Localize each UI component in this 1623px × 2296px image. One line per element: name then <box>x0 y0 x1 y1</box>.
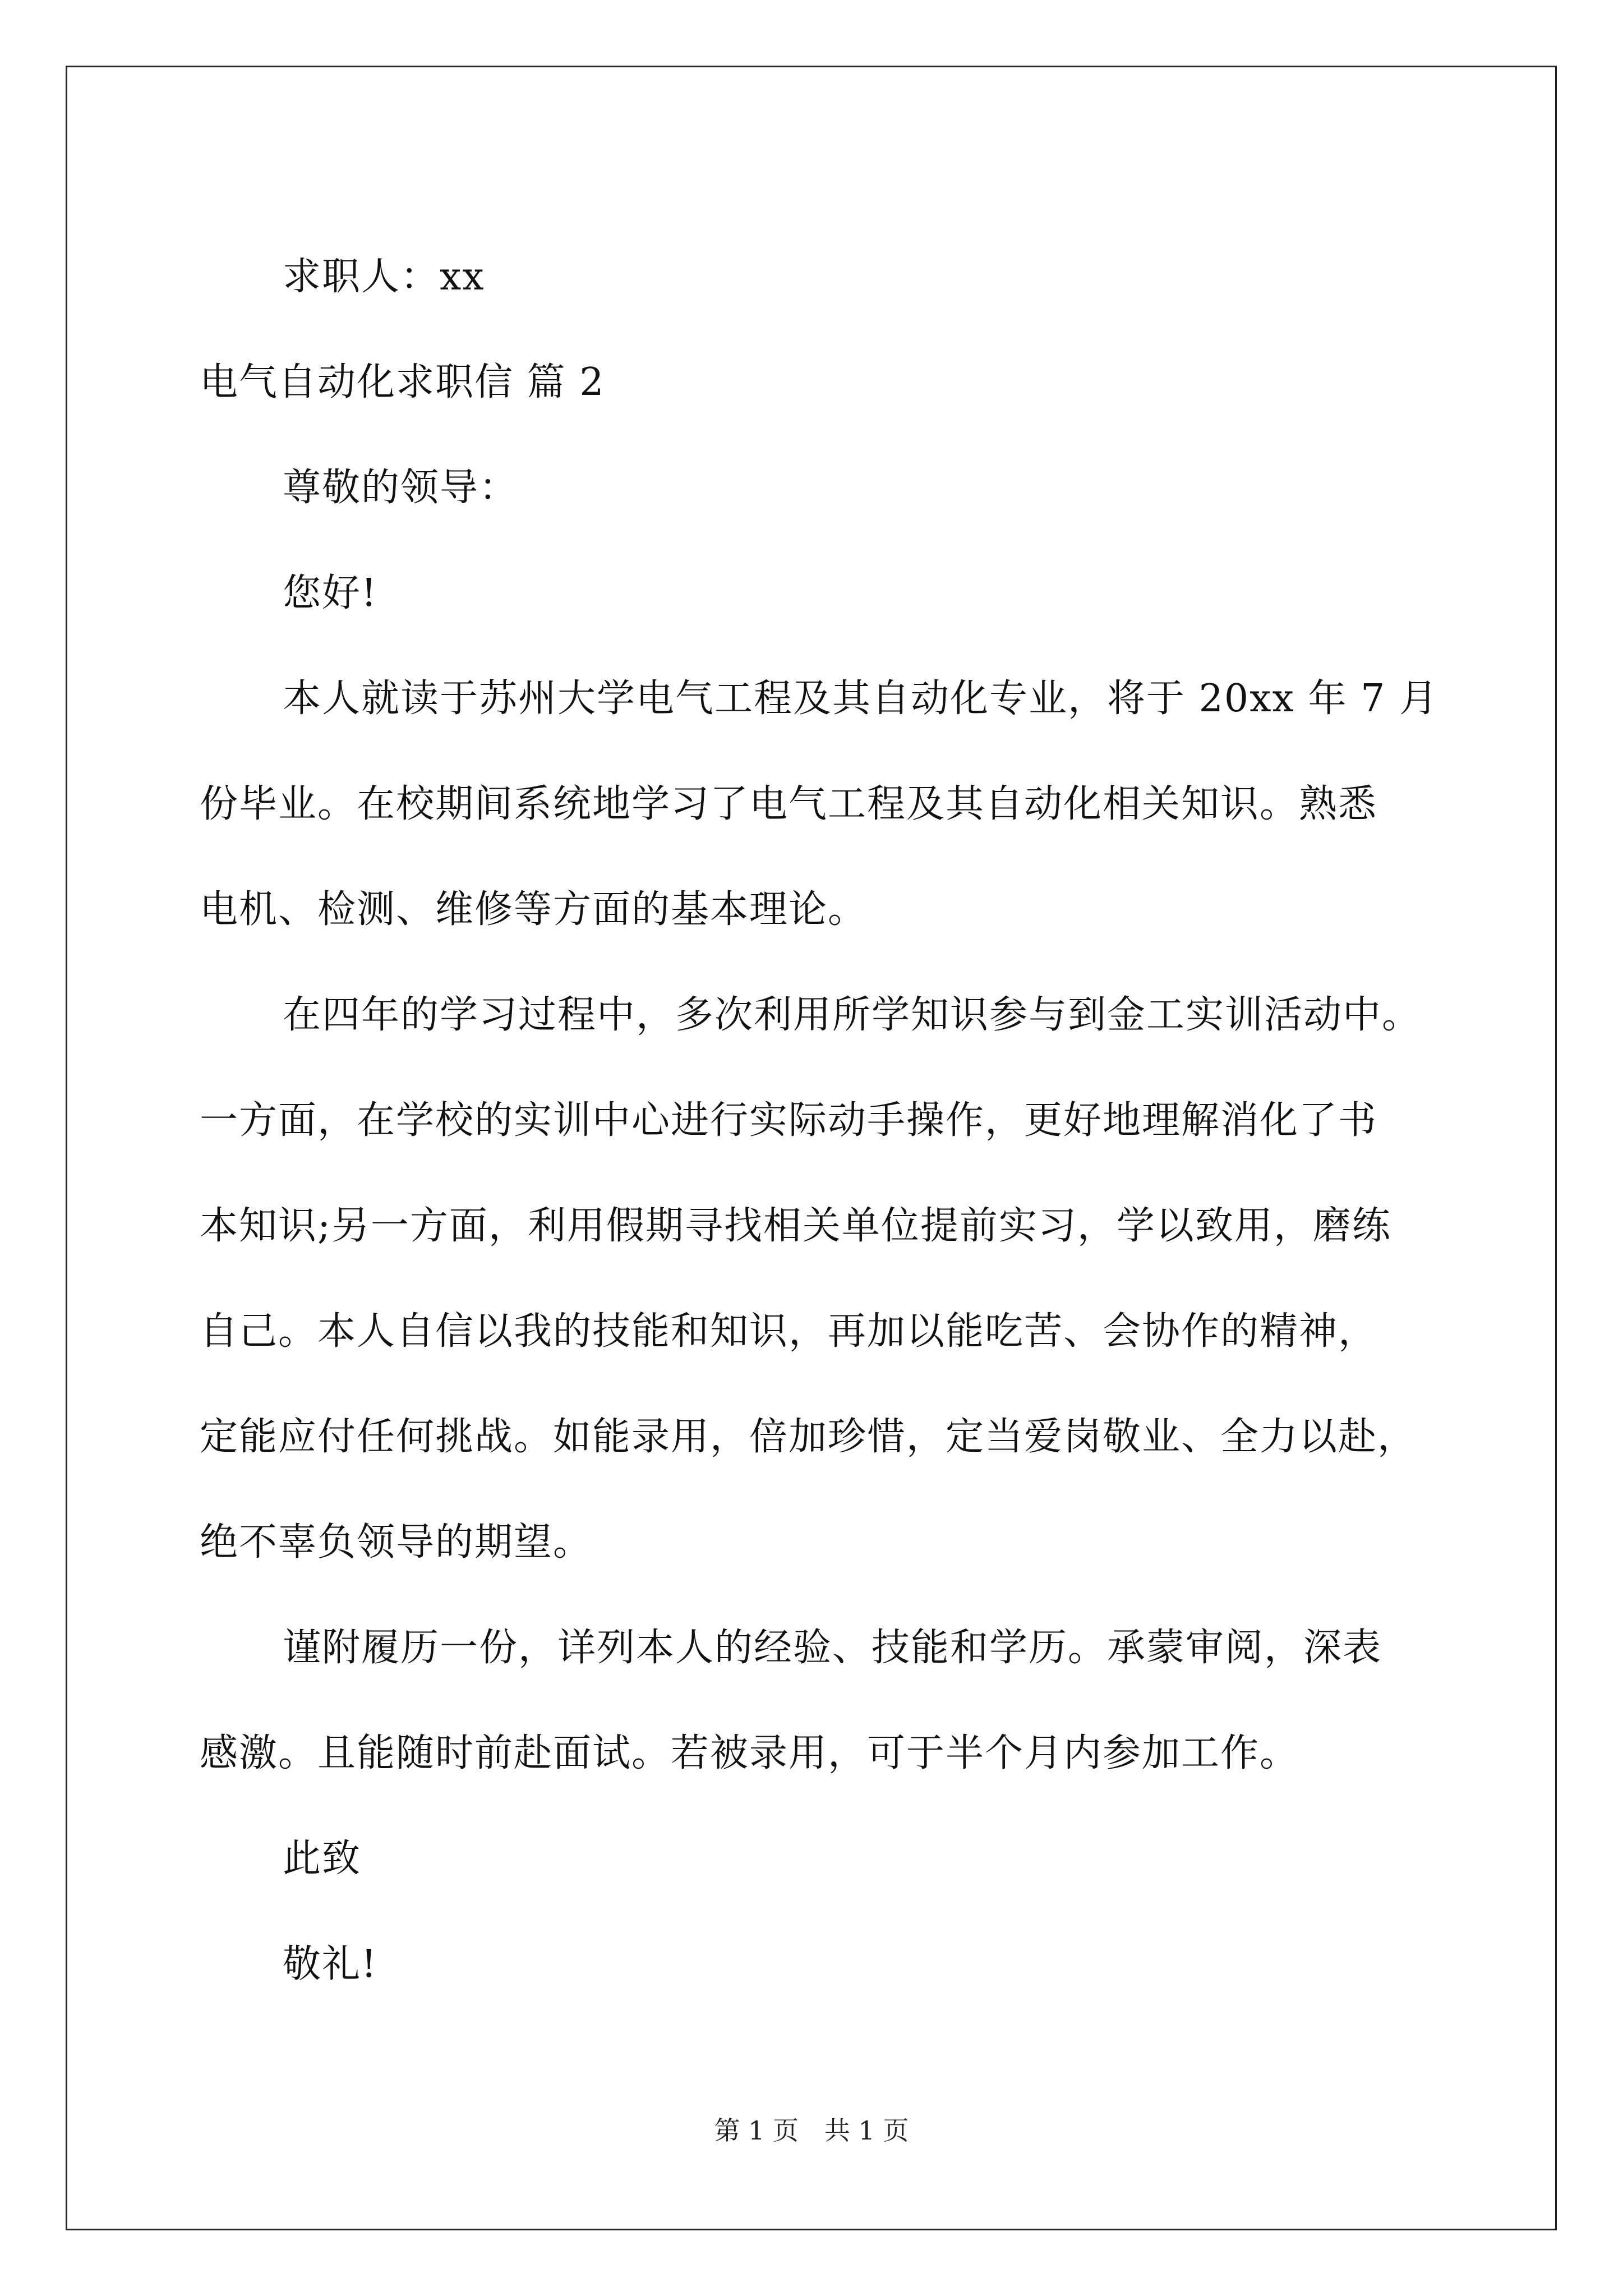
paragraph-line: 绝不辜负领导的期望。 <box>200 1520 593 1565</box>
greeting: 您好! <box>283 571 378 615</box>
paragraph-line: 定能应付任何挑战。如能录用，倍加珍惜，定当爱岗敬业、全力以赴， <box>200 1415 1417 1459</box>
closing-line-1: 此致 <box>283 1837 362 1881</box>
applicant-line: 求职人：xx <box>283 255 485 299</box>
paragraph-line: 份毕业。在校期间系统地学习了电气工程及其自动化相关知识。熟悉 <box>200 782 1378 826</box>
closing-line-2: 敬礼! <box>283 1942 378 1986</box>
paragraph-2 <box>200 963 1450 1595</box>
page-number-footer: 第 1 页 共 1 页 <box>714 2115 909 2146</box>
paragraph-3 <box>200 1595 1450 1806</box>
salutation: 尊敬的领导： <box>283 466 519 510</box>
paragraph-line: 本知识;另一方面，利用假期寻找相关单位提前实习，学以致用，磨练 <box>200 1204 1391 1248</box>
paragraph-line: 自己。本人自信以我的技能和知识，再加以能吃苦、会协作的精神， <box>200 1309 1378 1354</box>
paragraph-line: 谨附履历一份，详列本人的经验、技能和学历。承蒙审阅，深表 <box>283 1626 1382 1670</box>
document-body <box>200 224 1450 2017</box>
paragraph-line: 本人就读于苏州大学电气工程及其自动化专业，将于 20xx 年 7 月 <box>283 677 1438 721</box>
paragraph-line: 在四年的学习过程中，多次利用所学知识参与到金工实训活动中。 <box>283 993 1422 1037</box>
paragraph-line: 电机、检测、维修等方面的基本理论。 <box>200 887 868 932</box>
paragraph-1 <box>200 646 1450 963</box>
section-title: 电气自动化求职信 篇 2 <box>200 360 605 404</box>
paragraph-line: 一方面，在学校的实训中心进行实际动手操作，更好地理解消化了书 <box>200 1098 1378 1143</box>
paragraph-line: 感激。且能随时前赴面试。若被录用，可于半个月内参加工作。 <box>200 1731 1299 1775</box>
